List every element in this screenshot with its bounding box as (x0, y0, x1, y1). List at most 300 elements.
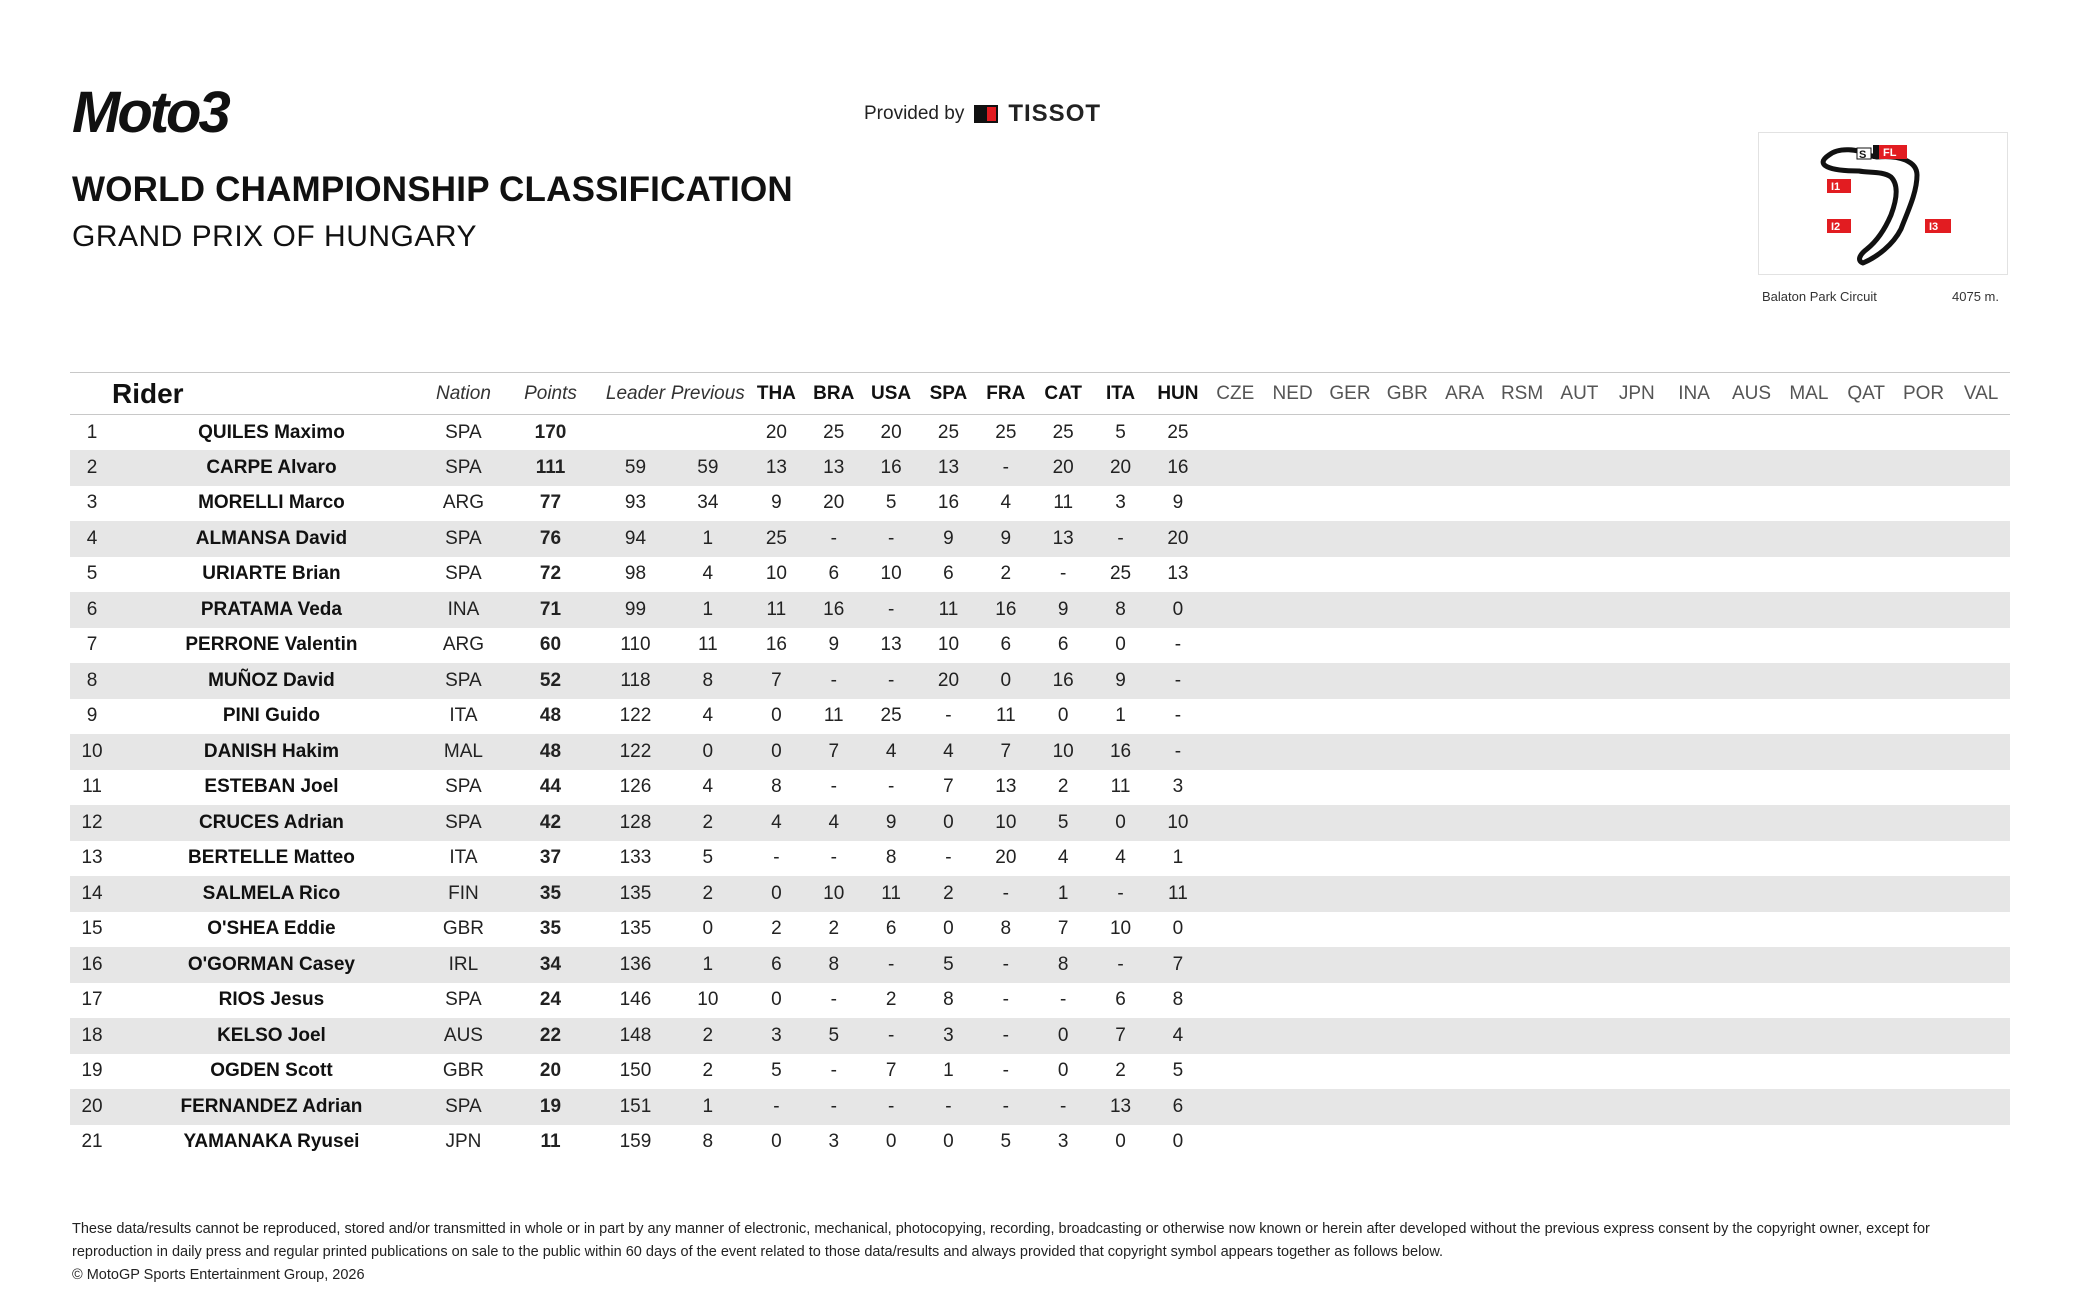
race-result-cell (1551, 486, 1608, 522)
table-row (70, 770, 2010, 806)
race-result-cell (1895, 450, 1952, 486)
race-result-cell (1379, 450, 1436, 486)
race-result-cell (1780, 1125, 1837, 1161)
race-result-cell (1895, 1125, 1952, 1161)
race-result-cell (1952, 628, 2010, 664)
race-result-cell (1723, 805, 1780, 841)
race-result-cell: 8 (1000, 918, 1012, 940)
race-result-cell (1321, 415, 1378, 451)
race-result-cell: 10 (1052, 740, 1074, 762)
race-result-cell: 20 (1109, 456, 1132, 478)
race-result-cell (1952, 983, 2010, 1019)
race-result-cell (1665, 947, 1722, 983)
map-label-finish: FL (1883, 147, 1897, 159)
race-result-cell (1207, 841, 1264, 877)
race-result-cell (1838, 1125, 1895, 1161)
race-result-cell: 10 (1167, 811, 1189, 833)
race-result-cell (1321, 450, 1378, 486)
position-cell: 15 (81, 918, 103, 940)
race-result-cell: 4 (1000, 492, 1012, 514)
rider-name-cell (114, 663, 429, 699)
race-result-cell: 7 (1000, 740, 1012, 762)
position-cell: 19 (81, 1060, 103, 1082)
race-result-cell (1608, 912, 1665, 948)
race-result-cell (1551, 734, 1608, 770)
race-result-cell (1608, 699, 1665, 735)
header-race: NED (1272, 382, 1313, 404)
race-result-cell (1551, 663, 1608, 699)
race-result-cell: 11 (766, 598, 787, 620)
race-result-cell: 10 (765, 563, 787, 585)
race-result-cell: 6 (828, 563, 840, 585)
race-result-cell (1665, 663, 1722, 699)
race-result-cell (1436, 1018, 1493, 1054)
race-result-cell: 20 (1052, 456, 1074, 478)
table-row (70, 592, 2010, 628)
race-result-cell (1723, 770, 1780, 806)
race-result-cell (1952, 450, 2010, 486)
race-result-cell: 0 (943, 1131, 954, 1153)
race-result-cell: 4 (771, 811, 782, 833)
previous-gap-cell: 59 (697, 456, 719, 478)
race-result-cell (1665, 805, 1722, 841)
race-result-cell: - (1174, 669, 1182, 691)
previous-gap-cell: 1 (702, 527, 714, 549)
race-result-cell (1379, 486, 1436, 522)
table-row (70, 628, 2010, 664)
race-result-cell (1608, 805, 1665, 841)
nation-cell: SPA (445, 421, 482, 443)
race-result-cell (1436, 415, 1493, 451)
race-result-cell (1493, 699, 1550, 735)
race-result-cell (1264, 983, 1321, 1019)
race-result-cell (1838, 592, 1895, 628)
rider-name: YAMANAKA Ryusei (183, 1131, 360, 1153)
rider-name-cell (114, 628, 429, 664)
table-row (70, 983, 2010, 1019)
race-result-cell (1379, 1054, 1436, 1090)
race-result-cell (1665, 983, 1722, 1019)
race-result-cell (1551, 912, 1608, 948)
rider-name: BERTELLE Matteo (188, 847, 355, 869)
race-result-cell (1608, 841, 1665, 877)
race-result-cell (1436, 628, 1493, 664)
race-result-cell: 8 (943, 989, 954, 1011)
race-result-cell (1264, 876, 1321, 912)
table-row (70, 947, 2010, 983)
race-result-cell (1780, 983, 1837, 1019)
rider-name-cell (114, 876, 429, 912)
race-result-cell (1551, 1089, 1608, 1125)
race-result-cell (1952, 770, 2010, 806)
race-result-cell (1436, 1089, 1493, 1125)
race-result-cell: 3 (1057, 1131, 1069, 1153)
race-result-cell (1838, 912, 1895, 948)
header-race: ARA (1445, 382, 1485, 404)
race-result-cell (1608, 450, 1665, 486)
race-result-cell: - (1174, 705, 1182, 727)
race-result-cell: 2 (771, 918, 782, 940)
race-result-cell (1665, 841, 1722, 877)
table-row (70, 805, 2010, 841)
nation-cell: ITA (449, 705, 478, 727)
race-result-cell (1551, 876, 1608, 912)
race-result-cell (1264, 770, 1321, 806)
race-result-cell (1207, 415, 1264, 451)
tissot-logo-icon (974, 105, 998, 123)
rider-name: QUILES Maximo (198, 421, 345, 443)
race-result-cell (1321, 521, 1378, 557)
race-result-cell: - (773, 1095, 780, 1117)
race-result-cell (1207, 734, 1264, 770)
race-result-cell: 25 (823, 421, 845, 443)
race-result-cell (1665, 912, 1722, 948)
race-result-cell (1264, 734, 1321, 770)
position-cell: 8 (86, 669, 98, 691)
race-result-cell: - (830, 847, 837, 869)
race-result-cell: 0 (943, 918, 954, 940)
race-result-cell (1493, 770, 1550, 806)
rider-name-cell (114, 983, 429, 1019)
header-race: ITA (1105, 382, 1136, 404)
race-result-cell: - (945, 705, 952, 727)
race-result-cell: 4 (1172, 1024, 1184, 1046)
points-cell: 24 (539, 989, 562, 1011)
race-result-cell (1436, 450, 1493, 486)
leader-gap-cell: 136 (619, 953, 652, 975)
points-cell: 71 (539, 598, 562, 620)
race-result-cell: - (1117, 953, 1124, 975)
race-result-cell: 13 (1167, 563, 1189, 585)
rider-name: URIARTE Brian (202, 563, 341, 585)
race-result-cell: 8 (771, 776, 782, 798)
race-result-cell (1264, 1125, 1321, 1161)
race-result-cell (1665, 1089, 1722, 1125)
position-cell: 3 (86, 492, 98, 514)
race-result-cell (1723, 734, 1780, 770)
race-result-cell: 16 (880, 456, 902, 478)
race-result-cell: 0 (771, 882, 782, 904)
race-result-cell (1838, 1089, 1895, 1125)
rider-name: O'SHEA Eddie (207, 918, 336, 940)
position-cell: 13 (81, 847, 103, 869)
race-result-cell: 0 (1172, 1131, 1184, 1153)
race-result-cell (1379, 983, 1436, 1019)
race-result-cell (1780, 876, 1837, 912)
race-result-cell (1264, 557, 1321, 593)
race-result-cell: 1 (1057, 882, 1069, 904)
nation-cell: JPN (445, 1131, 482, 1153)
race-result-cell (1321, 1018, 1378, 1054)
race-result-cell (1723, 415, 1780, 451)
disclaimer-text: These data/results cannot be reproduced, stored and/or transmitted in whole or in part by any manner of electronic, mechanical, photocopying, recording, broadcasting or otherwise now known or herein after developed without the previous express consent by the copyright owner, except for reproduction in daily press and regular printed publications on sale to the public within 60 days of the event related to those data/results and always provided that copyright symbol appears together as follows below. (72, 1221, 1930, 1260)
rider-name: PINI Guido (222, 705, 320, 727)
race-result-cell: 6 (1000, 634, 1012, 656)
race-result-cell (1207, 770, 1264, 806)
race-result-cell: 11 (1168, 882, 1188, 904)
race-result-cell (1952, 592, 2010, 628)
position-cell: 12 (81, 811, 103, 833)
race-result-cell (1952, 805, 2010, 841)
race-result-cell: - (830, 669, 837, 691)
leader-gap-cell: 122 (619, 740, 652, 762)
race-result-cell: 20 (995, 847, 1017, 869)
rider-name: FERNANDEZ Adrian (180, 1095, 363, 1117)
previous-gap-cell: 11 (697, 634, 718, 656)
race-result-cell: 25 (1109, 563, 1132, 585)
race-result-cell: 2 (1115, 1060, 1126, 1082)
rider-name-cell (114, 841, 429, 877)
race-result-cell: - (1174, 634, 1182, 656)
race-result-cell (1952, 1054, 2010, 1090)
race-result-cell (1493, 628, 1550, 664)
race-result-cell (1207, 628, 1264, 664)
nation-cell: SPA (445, 776, 482, 798)
previous-gap-cell: 2 (702, 1060, 714, 1082)
race-result-cell (1264, 450, 1321, 486)
race-result-cell (1321, 486, 1378, 522)
header-race: GBR (1386, 382, 1428, 404)
table-row (70, 1125, 2010, 1161)
header-race: AUS (1731, 382, 1772, 404)
race-result-cell (1207, 947, 1264, 983)
race-result-cell (1493, 663, 1550, 699)
leader-gap-cell: 98 (624, 563, 647, 585)
leader-gap-cell: 110 (620, 634, 651, 656)
race-result-cell: 2 (1057, 776, 1069, 798)
leader-gap-cell: 59 (624, 456, 647, 478)
race-result-cell (1838, 1018, 1895, 1054)
race-result-cell (1895, 983, 1952, 1019)
race-result-cell: 16 (1109, 740, 1132, 762)
race-result-cell: - (1002, 456, 1009, 478)
race-result-cell (1551, 947, 1608, 983)
race-result-cell (1952, 841, 2010, 877)
race-result-cell (1780, 947, 1837, 983)
leader-gap-cell (603, 415, 668, 451)
race-result-cell: - (830, 776, 837, 798)
race-result-cell: 7 (1057, 918, 1069, 940)
position-cell: 21 (81, 1131, 103, 1153)
race-result-cell: 4 (943, 740, 954, 762)
race-result-cell: - (887, 1024, 895, 1046)
header-race: USA (871, 382, 912, 404)
circuit-length: 4075 m. (1952, 289, 1999, 304)
race-result-cell: - (887, 669, 895, 691)
nation-cell: FIN (448, 882, 479, 904)
header-rider: Rider (112, 377, 184, 409)
race-result-cell (1952, 876, 2010, 912)
points-cell: 35 (539, 882, 562, 904)
previous-gap-cell (668, 415, 748, 451)
leader-gap-cell: 159 (619, 1131, 652, 1153)
race-result-cell (1436, 805, 1493, 841)
rider-name-cell (114, 734, 429, 770)
race-result-cell: 16 (823, 598, 845, 620)
race-result-cell: 13 (880, 634, 902, 656)
footer (72, 1218, 2002, 1287)
nation-cell: GBR (442, 918, 485, 940)
table-row (70, 699, 2010, 735)
race-result-cell: 25 (937, 421, 960, 443)
race-result-cell (1608, 628, 1665, 664)
race-result-cell: 2 (943, 882, 954, 904)
race-result-cell: 6 (1172, 1095, 1184, 1117)
points-cell: 77 (539, 492, 562, 514)
race-result-cell (1493, 557, 1550, 593)
race-result-cell (1838, 841, 1895, 877)
race-result-cell: - (1002, 1095, 1009, 1117)
race-result-cell (1952, 663, 2010, 699)
race-result-cell (1264, 663, 1321, 699)
race-result-cell (1493, 521, 1550, 557)
points-cell: 35 (539, 918, 562, 940)
race-result-cell: 9 (1172, 492, 1184, 514)
race-result-cell (1264, 1054, 1321, 1090)
header-race: GER (1329, 382, 1371, 404)
leader-gap-cell: 133 (619, 847, 652, 869)
rider-name: ESTEBAN Joel (204, 776, 339, 798)
leader-gap-cell: 93 (624, 492, 647, 514)
race-result-cell (1838, 947, 1895, 983)
race-result-cell (1207, 912, 1264, 948)
race-result-cell (1436, 734, 1493, 770)
race-result-cell (1665, 592, 1722, 628)
leader-gap-cell: 148 (619, 1024, 652, 1046)
race-result-cell (1952, 415, 2010, 451)
race-result-cell: 7 (1172, 953, 1184, 975)
race-result-cell (1493, 983, 1550, 1019)
race-result-cell: 10 (880, 563, 902, 585)
race-result-cell (1780, 486, 1837, 522)
race-result-cell (1723, 1125, 1780, 1161)
race-result-cell (1665, 1018, 1722, 1054)
nation-cell: GBR (442, 1060, 485, 1082)
nation-cell: SPA (445, 811, 482, 833)
previous-gap-cell: 8 (702, 1131, 714, 1153)
race-result-cell (1264, 1089, 1321, 1125)
race-result-cell (1207, 1054, 1264, 1090)
race-result-cell (1551, 699, 1608, 735)
rider-name-cell (114, 592, 429, 628)
race-result-cell (1608, 876, 1665, 912)
nation-cell: ARG (442, 634, 485, 656)
race-result-cell (1321, 876, 1378, 912)
race-result-cell (1608, 415, 1665, 451)
race-result-cell (1665, 699, 1722, 735)
race-result-cell (1608, 486, 1665, 522)
header-nation: Nation (435, 382, 491, 404)
rider-name: ALMANSA David (195, 527, 348, 549)
position-cell: 4 (86, 527, 98, 549)
race-result-cell (1838, 770, 1895, 806)
race-result-cell (1952, 557, 2010, 593)
table-row (70, 486, 2010, 522)
race-result-cell: 1 (1172, 847, 1184, 869)
race-result-cell: - (1002, 882, 1009, 904)
race-result-cell: - (887, 1095, 895, 1117)
race-result-cell: 8 (1057, 953, 1069, 975)
race-result-cell: - (1117, 882, 1124, 904)
table-row (70, 557, 2010, 593)
position-cell: 20 (81, 1095, 103, 1117)
race-result-cell (1665, 557, 1722, 593)
table-row (70, 663, 2010, 699)
table-row (70, 450, 2010, 486)
race-result-cell: 8 (1115, 598, 1126, 620)
race-result-cell: 13 (765, 456, 787, 478)
leader-gap-cell: 135 (619, 882, 652, 904)
header-race: VAL (1963, 382, 1999, 404)
race-result-cell (1379, 1089, 1436, 1125)
race-result-cell (1780, 912, 1837, 948)
race-result-cell (1264, 592, 1321, 628)
race-result-cell: 9 (1057, 598, 1069, 620)
rider-name-cell (114, 1018, 429, 1054)
race-result-cell (1952, 734, 2010, 770)
race-result-cell: - (1060, 989, 1067, 1011)
race-result-cell (1608, 770, 1665, 806)
position-cell: 14 (81, 882, 103, 904)
race-result-cell: 0 (771, 705, 782, 727)
previous-gap-cell: 4 (702, 705, 714, 727)
race-result-cell: 4 (828, 811, 840, 833)
race-result-cell (1436, 912, 1493, 948)
leader-gap-cell: 126 (619, 776, 652, 798)
race-result-cell (1493, 947, 1550, 983)
race-result-cell: 7 (1115, 1024, 1126, 1046)
race-result-cell: 9 (943, 527, 954, 549)
race-result-cell (1436, 1054, 1493, 1090)
race-result-cell: 1 (943, 1060, 954, 1082)
race-result-cell (1207, 699, 1264, 735)
race-result-cell: 25 (765, 527, 787, 549)
previous-gap-cell: 2 (702, 811, 714, 833)
race-result-cell (1952, 947, 2010, 983)
race-result-cell: 13 (1052, 527, 1074, 549)
race-result-cell (1665, 415, 1722, 451)
race-result-cell: 0 (1115, 634, 1126, 656)
race-result-cell: 6 (771, 953, 782, 975)
rider-name: O'GORMAN Casey (187, 953, 355, 975)
race-result-cell: 0 (771, 989, 782, 1011)
race-result-cell (1723, 1054, 1780, 1090)
race-result-cell (1723, 486, 1780, 522)
race-result-cell (1723, 876, 1780, 912)
points-cell: 20 (539, 1060, 562, 1082)
table-row (70, 841, 2010, 877)
race-result-cell: 0 (1115, 811, 1126, 833)
map-label-sector-3: I3 (1929, 221, 1939, 233)
race-result-cell (1665, 628, 1722, 664)
race-result-cell (1207, 983, 1264, 1019)
rider-name: CRUCES Adrian (198, 811, 344, 833)
points-cell: 72 (539, 563, 562, 585)
rider-name-cell (114, 486, 429, 522)
race-result-cell (1207, 876, 1264, 912)
race-result-cell (1895, 415, 1952, 451)
race-result-cell: 8 (828, 953, 840, 975)
race-result-cell (1207, 663, 1264, 699)
previous-gap-cell: 8 (702, 669, 714, 691)
previous-gap-cell: 4 (702, 776, 714, 798)
nation-cell: AUS (443, 1024, 483, 1046)
race-result-cell (1436, 841, 1493, 877)
header-race: AUT (1560, 382, 1599, 404)
race-result-cell: - (1002, 989, 1009, 1011)
race-result-cell: 7 (771, 669, 782, 691)
race-result-cell (1321, 699, 1378, 735)
